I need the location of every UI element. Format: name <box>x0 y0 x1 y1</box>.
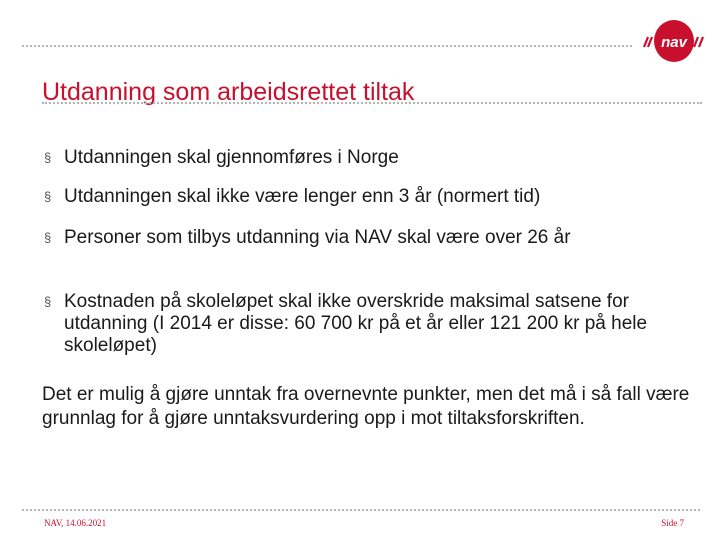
bullet-item <box>44 147 694 169</box>
nav-logo <box>640 17 710 67</box>
section-sign-icon: § <box>44 294 52 309</box>
page-number: Side 7 <box>661 518 684 528</box>
bullet-item <box>44 291 694 357</box>
bullet-text: Personer som tilbys utdanning via NAV skal være over 26 år <box>64 227 571 248</box>
title-divider <box>42 102 702 104</box>
bullet-item <box>44 227 694 249</box>
section-sign-icon: § <box>44 189 52 204</box>
bullet-text: Utdanningen skal ikke være lenger enn 3 år (normert tid) <box>64 186 541 207</box>
bullet-text: Utdanningen skal gjennomføres i Norge <box>64 147 399 168</box>
bullet-item <box>44 186 694 208</box>
top-divider <box>22 45 632 47</box>
bottom-divider <box>22 509 700 511</box>
bullet-text: Kostnaden på skoleløpet skal ikke overskride maksimal satsene for utdanning (I 2014 er disse: 60 700 kr på et år eller 121 200 kr på hele skoleløpet) <box>64 291 648 356</box>
slide-title: Utdanning som arbeidsrettet tiltak <box>42 78 415 106</box>
section-sign-icon: § <box>44 230 52 245</box>
footer-date: NAV, 14.06.2021 <box>44 518 107 528</box>
logo-text: nav <box>661 34 687 51</box>
section-sign-icon: § <box>44 150 52 165</box>
body-paragraph: Det er mulig å gjøre unntak fra overnevnte punkter, men det må i så fall være grunnlag for å gjøre unntaksvurdering opp i mot tiltaksforskriften. <box>42 384 690 429</box>
